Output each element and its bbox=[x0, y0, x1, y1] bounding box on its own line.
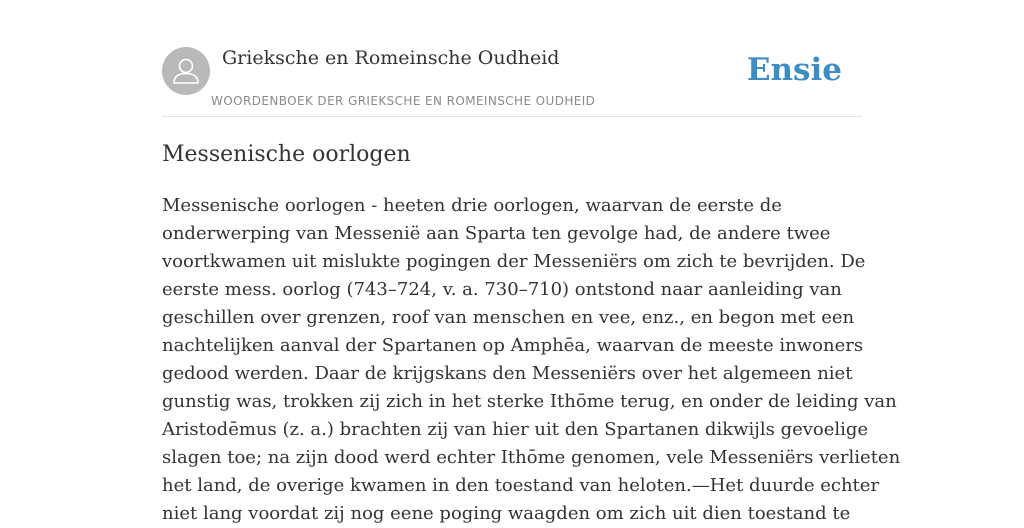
entry-text-line: Aristodēmus (z. a.) brachten zij van hier uit den Spartanen dikwijls gevoelige bbox=[162, 419, 869, 440]
entry-text-line: het land, de overige kwamen in den toestand van heloten.—Het duurde echter bbox=[162, 475, 880, 496]
dictionary-header bbox=[162, 46, 862, 117]
entry-text-line: nachtelijken aanval der Spartanen op Amphēa, waarvan de meeste inwoners bbox=[162, 335, 864, 356]
entry-text-line: gunstig was, trokken zij zich in het sterke Ithōme terug, en onder de leiding van bbox=[162, 391, 897, 412]
dictionary-subtitle: WOORDENBOEK DER GRIEKSCHE EN ROMEINSCHE OUDHEID bbox=[211, 94, 596, 108]
entry-text-line: Messenische oorlogen - heeten drie oorlogen, waarvan de eerste de bbox=[162, 195, 782, 216]
entry-text-line: niet lang voordat zij nog eene poging waagden om zich uit dien toestand te bbox=[162, 503, 851, 524]
entry-body bbox=[162, 192, 901, 528]
entry-text-line: voortkwamen uit mislukte pogingen der Messeniërs om zich te bevrijden. De bbox=[162, 251, 866, 272]
ensie-logo-link[interactable]: Ensie bbox=[746, 52, 842, 88]
entry-text-line: slagen toe; na zijn dood werd echter Ithōme genomen, vele Messeniërs verlieten bbox=[162, 447, 901, 468]
entry-text-line: geschillen over grenzen, roof van menschen en vee, enz., en begon met een bbox=[162, 307, 855, 328]
user-icon bbox=[162, 47, 210, 95]
avatar[interactable] bbox=[162, 47, 210, 95]
dictionary-title-link[interactable]: Grieksche en Romeinsche Oudheid bbox=[222, 47, 560, 69]
entry-title: Messenische oorlogen bbox=[162, 142, 411, 167]
entry-text-line: onderwerping van Messenië aan Sparta ten gevolge had, de andere twee bbox=[162, 223, 831, 244]
entry-text-line: eerste mess. oorlog (743–724, v. a. 730–710) ontstond naar aanleiding van bbox=[162, 279, 842, 300]
entry-text-line: gedood werden. Daar de krijgskans den Messeniërs over het algemeen niet bbox=[162, 363, 853, 384]
